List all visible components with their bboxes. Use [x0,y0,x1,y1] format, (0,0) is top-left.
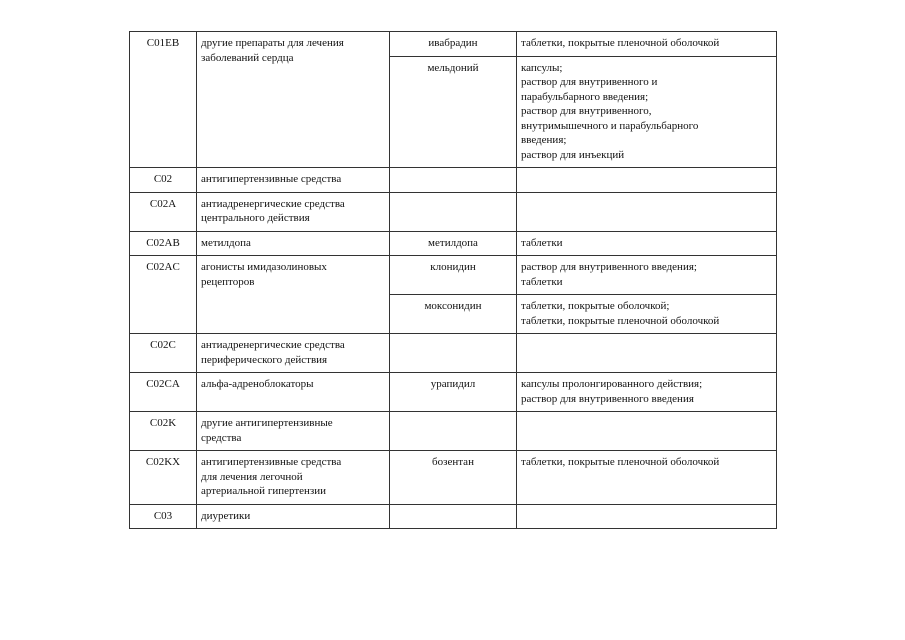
dosage-form-cell [517,168,777,193]
table-row [130,231,777,256]
drug-name-cell: бозентан [390,451,517,505]
dosage-form-line: раствор для внутривенного введения; [521,261,697,273]
atc-code-cell: C02K [130,412,197,451]
drug-name-cell: мельдоний [390,56,517,168]
atc-code-cell: C02AB [130,231,197,256]
dosage-form-line: парабульбарного введения; [521,90,649,103]
atc-table-body [130,32,777,529]
atc-group-cell [197,334,390,373]
table-row [130,504,777,529]
drug-name-cell [390,412,517,451]
atc-group-cell [197,231,390,256]
table-row [130,256,777,295]
dosage-form-line: капсулы пролонгированного действия; [521,378,703,390]
atc-group-cell [197,451,390,505]
atc-code-cell: C01EB [130,32,197,168]
atc-code-cell: C02A [130,192,197,231]
table-row [130,32,777,57]
atc-group-line: диуретики [201,509,251,522]
dosage-form-cell [517,295,777,334]
drug-name-cell: урапидил [390,373,517,412]
dosage-form-line: капсулы; [521,61,563,74]
dosage-form-cell [517,256,777,295]
atc-code-cell: C02KX [130,451,197,505]
atc-group-line: рецепторов [201,275,255,288]
atc-group-cell [197,256,390,334]
atc-group-line: антигипертензивные средства [201,173,342,185]
dosage-form-cell [517,231,777,256]
dosage-form-cell [517,373,777,412]
atc-code-cell: C02CA [130,373,197,412]
atc-group-line: метилдопа [201,236,251,249]
atc-group-line: антиадренергические средства [201,197,345,210]
atc-code-cell: C03 [130,504,197,529]
table-row [130,451,777,505]
dosage-form-line: введения; [521,134,567,146]
atc-group-line: антиадренергические средства [201,339,345,351]
dosage-form-cell [517,192,777,231]
atc-group-cell [197,412,390,451]
dosage-form-line: раствор для внутривенного введения [521,392,694,405]
dosage-form-line: таблетки, покрытые пленочной оболочкой [521,37,720,49]
atc-group-line: другие препараты для лечения [201,37,344,49]
atc-group-line: антигипертензивные средства [201,456,342,468]
atc-group-line: альфа-адреноблокаторы [201,378,314,390]
dosage-form-line: раствор для внутривенного и [521,76,658,88]
atc-code-cell: C02 [130,168,197,193]
atc-group-line: артериальной гипертензии [201,485,327,497]
atc-group-line: другие антигипертензивные [201,417,333,429]
drug-name-cell [390,192,517,231]
dosage-form-line: таблетки, покрытые пленочной оболочкой [521,314,720,327]
drug-name-cell: моксонидин [390,295,517,334]
atc-group-line: агонисты имидазолиновых [201,261,327,273]
dosage-form-line: раствор для внутривенного, [521,105,652,117]
atc-group-cell [197,373,390,412]
dosage-form-line: таблетки [521,275,563,288]
atc-group-line: средства [201,431,242,444]
table-row [130,412,777,451]
dosage-form-cell [517,56,777,168]
dosage-form-cell [517,412,777,451]
drug-name-cell: клонидин [390,256,517,295]
atc-group-line: периферического действия [201,353,328,366]
atc-group-cell [197,168,390,193]
dosage-form-line: раствор для инъекций [521,148,625,161]
drug-name-cell: метилдопа [390,231,517,256]
dosage-form-line: таблетки [521,236,563,249]
table-row [130,168,777,193]
dosage-form-line: внутримышечного и парабульбарного [521,119,699,132]
drug-name-cell [390,504,517,529]
atc-group-line: заболеваний сердца [201,51,294,64]
atc-group-line: для лечения легочной [201,470,303,483]
atc-group-line: центрального действия [201,212,310,224]
atc-code-cell: C02AC [130,256,197,334]
table-row [130,334,777,373]
drug-name-cell [390,168,517,193]
dosage-form-line: таблетки, покрытые оболочкой; [521,300,670,312]
table-row [130,192,777,231]
table-row [130,373,777,412]
atc-group-cell [197,32,390,168]
atc-drug-table [129,31,777,529]
atc-group-cell [197,192,390,231]
atc-code-cell: C02C [130,334,197,373]
dosage-form-cell [517,451,777,505]
atc-group-cell [197,504,390,529]
dosage-form-line: таблетки, покрытые пленочной оболочкой [521,456,720,468]
dosage-form-cell [517,32,777,57]
drug-name-cell [390,334,517,373]
drug-name-cell: ивабрадин [390,32,517,57]
dosage-form-cell [517,504,777,529]
dosage-form-cell [517,334,777,373]
